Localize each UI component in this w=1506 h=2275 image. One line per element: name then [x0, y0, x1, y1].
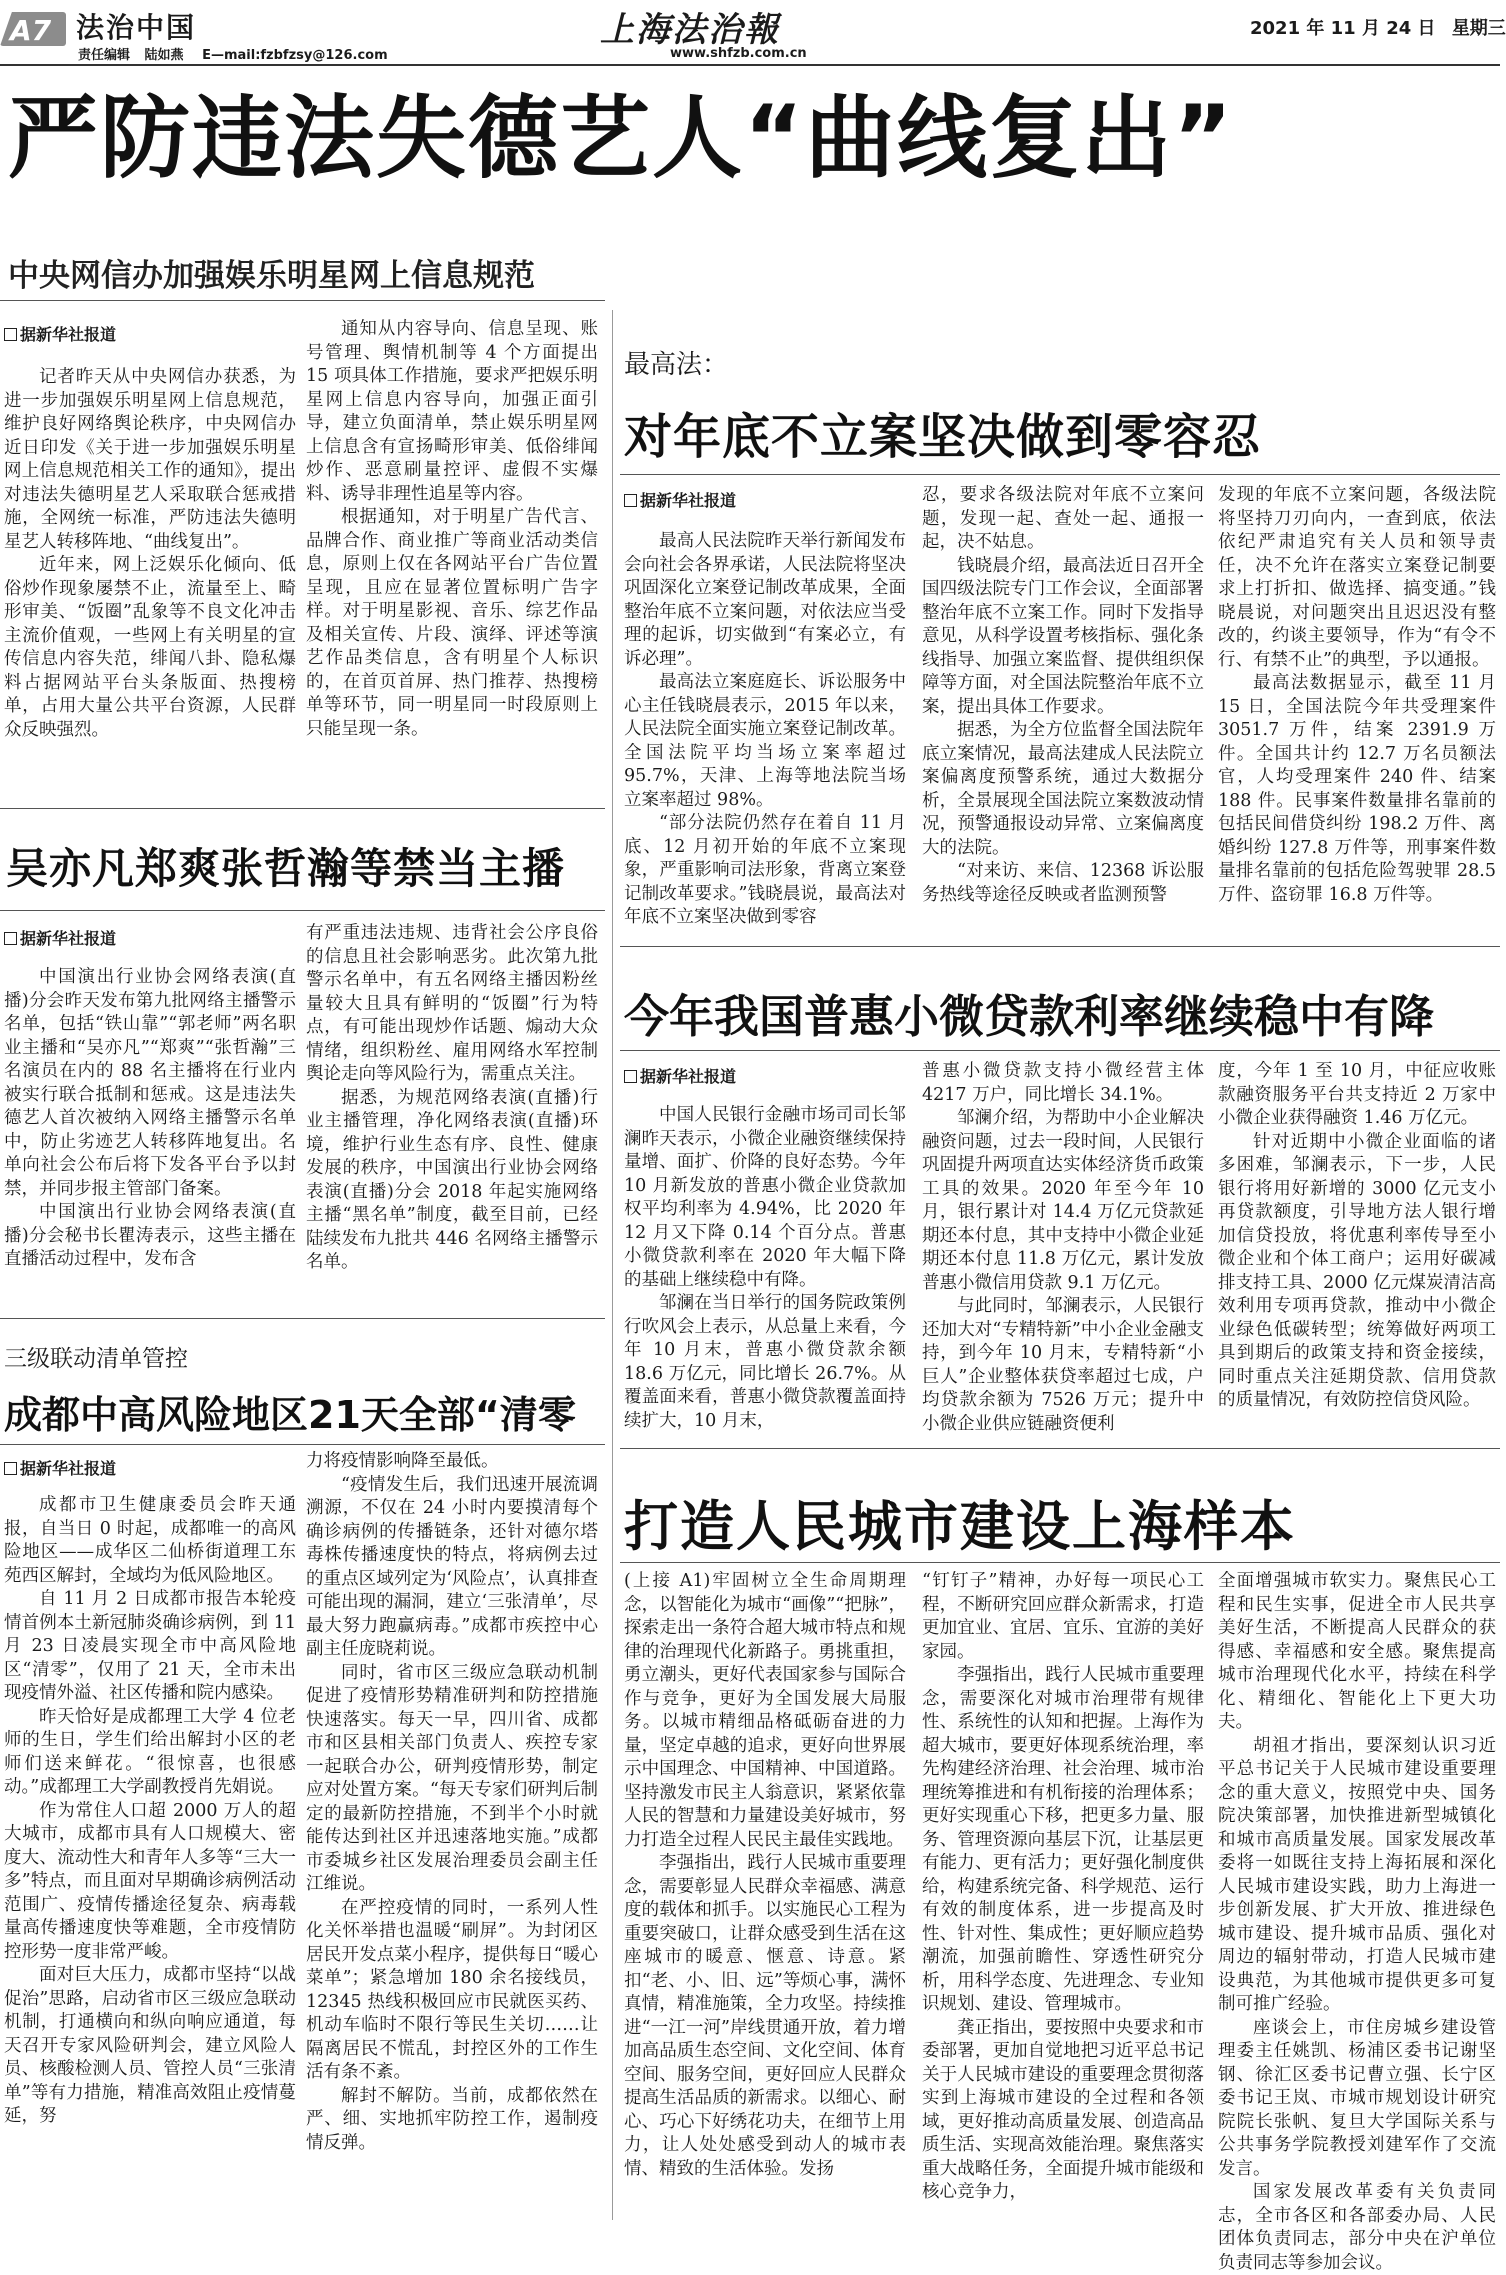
paragraph: 据悉，为全方位监督全国法院年底立案情况，最高法建成人民法院立案偏离度预警系统，通过大数据分析，全景展现全国法院立案数波动情况，预警通报设动异常、立案偏离度大的法院。 — [922, 720, 1204, 858]
paragraph: “疫情发生后，我们迅速开展流调溯源，不仅在 24 小时内要摸清每个确诊病例的传播链条，还针对德尔塔毒株传播速度快的特点，将病例去过的重点区域列定为‘风险点’，认真排查可能出现的漏洞，建立‘三张清单’，尽最大努力跑赢病毒。”成都市疾控中心副主任庞晓莉说。 — [306, 1474, 598, 1659]
lead-column-2 — [306, 318, 598, 741]
city-headline: 打造人民城市建设上海样本 — [624, 1495, 1296, 1558]
newspaper-title: 上海法治報 — [600, 10, 780, 50]
paragraph: 发现的年底不立案问题，各级法院将坚持刀刃向内，一查到底，依法依纪严肃追究有关人员和领导责任，决不允许在落实立案登记制要求上打折扣、做选择、搞变通。”钱晓晨说，对问题突出且迟迟没有整改的，约谈主要领导，作为“有令不行、有禁不止”的典型，予以通报。 — [1218, 485, 1496, 670]
weekday-text: 星期三 — [1451, 18, 1506, 39]
lead-byline: 据新华社报道 — [4, 322, 116, 345]
byline-box-icon — [4, 1462, 17, 1475]
chengdu-column-2 — [306, 1450, 598, 2155]
paragraph: 力将疫情影响降至最低。 — [306, 1451, 499, 1471]
paragraph: 中国演出行业协会网络表演(直播)分会昨天发布第九批网络主播警示名单，包括“铁山靠”“郭老师”两名职业主播和“吴亦凡”“郑爽”“张哲瀚”三名演员在内的 88 名主播将在行业内被实行联合抵制和惩戒。这是违法失德艺人首次被纳入网络主播警示名单中，防止劣迹艺人转移阵地复出。名单向社会公布后将下发各平台予以封禁，并同步报主管部门备案。 — [4, 967, 296, 1199]
paragraph: “部分法院仍然存在着自 11 月底、12 月初开始的年底不立案现象，严重影响司法形象，背离立案登记制改革要求。”钱晓晨说，最高法对年底不立案坚决做到零容 — [624, 813, 906, 927]
paragraph: (上接 A1)牢固树立全生命周期理念，以智能化为城市“画像”“把脉”，探索走出一条符合超大城市特点和规律的治理现代化新路子。勇挑重担，勇立潮头，更好代表国家参与国际合作与竞争，更好为全国发展大局服务。以城市精细品格砥砺奋进的力量，坚定卓越的追求，更好向世界展示中国理念、中国精神、中国道路。坚持激发市民主人翁意识，紧紧依靠人民的智慧和力量建设美好城市，努力打造全过程人民民主最佳实践地。 — [624, 1571, 906, 1850]
paragraph: 最高法立案庭庭长、诉讼服务中心主任钱晓晨表示，2015 年以来，人民法院全面实施立案登记制改革。全国法院平均当场立案率超过 95.7%，天津、上海等地法院当场立案率超过 98%。 — [624, 672, 906, 810]
court-kicker: 最高法： — [624, 350, 729, 380]
anchor-byline: 据新华社报道 — [4, 926, 116, 949]
paragraph: “钉钉子”精神，办好每一项民心工程，不断研究回应群众新需求，打造更加宜业、宜居、宜乐、宜游的美好家园。 — [922, 1571, 1204, 1662]
paragraph: 根据通知，对于明星广告代言、品牌合作、商业推广等商业活动类信息，原则上仅在各网站平台广告位置呈现，且应在显著位置标明广告字样。对于明星影视、音乐、综艺作品及相关宣传、片段、演绎、评述等演艺作品类信息，含有明星个人标识的，在首页首屏、热门推荐、热搜榜单等环节，同一明星同一时段原则上只能呈现一条。 — [306, 507, 598, 739]
loans-byline: 据新华社报道 — [624, 1064, 736, 1087]
paragraph: 最高人民法院昨天举行新闻发布会向社会各界承诺，人民法院将坚决巩固深化立案登记制改革成果，全面整治年底不立案问题，对依法应当受理的起诉，切实做到“有案必立，有诉必理”。 — [624, 531, 906, 669]
paragraph: 同时，省市区三级应急联动机制促进了疫情形势精准研判和防控措施快速落实。每天一早，四川省、成都市和区县相关部门负责人、疾控专家一起联合办公，研判疫情形势，制定应对处置方案。“每天专家们研判后制定的最新防控措施，不到半个小时就能传达到社区并迅速落地实施。”成都市委城乡社区发展治理委员会副主任江维说。 — [306, 1662, 598, 1894]
paragraph: “对来访、来信、12368 诉讼服务热线等途径反映或者监测预警 — [922, 861, 1204, 905]
paragraph: 与此同时，邹澜表示，人民银行还加大对“专精特新”中小企业金融支持，到今年 10 月末，专精特新“小巨人”企业整体获贷率超过七成，户均贷款余额为 7526 万元；提升中小微企业供应链融资便利 — [922, 1296, 1204, 1434]
paragraph: 中国人民银行金融市场司司长邹澜昨天表示，小微企业融资继续保持量增、面扩、价降的良好态势。今年 10 月新发放的普惠小微企业贷款加权平均利率为 4.94%，比 2020 年 12 月又下降 0.14 个百分点。普惠小微贷款利率在 2020 年大幅下降的基础上继续稳中有降。 — [624, 1105, 906, 1290]
loans-rule — [620, 1050, 1500, 1051]
chengdu-rule — [0, 1444, 605, 1445]
issue-date — [1250, 14, 1506, 40]
byline-box-icon — [624, 1070, 637, 1083]
paragraph: 邹澜介绍，为帮助中小企业解决融资问题，过去一段时间，人民银行巩固提升两项直达实体经济货币政策工具的效果。2020 年至今年 10 月，银行累计对 14.4 万亿元贷款延期还本付息，其中支持中小微企业延期还本付息 11.8 万亿元，累计发放普惠小微信用贷款 9.1 万亿元。 — [922, 1108, 1204, 1293]
lead-subheadline: 中央网信办加强娱乐明星网上信息规范 — [8, 258, 535, 294]
chengdu-headline: 成都中高风险地区21天全部“清零 — [4, 1393, 576, 1437]
loans-column-3 — [1218, 1060, 1496, 1413]
lead-column-1 — [4, 366, 296, 742]
paragraph: 龚正指出，要按照中央要求和市委部署，更加自觉地把习近平总书记关于人民城市建设的重要理念贯彻落实到上海城市建设的全过程和各领域，更好推动高质量发展、创造高品质生活、实现高效能治理。聚焦落实重大战略任务，全面提升城市能级和核心竞争力， — [922, 2017, 1204, 2202]
editor-line — [78, 44, 388, 63]
byline-box-icon — [4, 328, 17, 341]
loans-headline: 今年我国普惠小微贷款利率继续稳中有降 — [624, 990, 1435, 1043]
court-headline: 对年底不立案坚决做到零容忍 — [624, 409, 1262, 465]
paragraph: 度，今年 1 至 10 月，中征应收账款融资服务平台共支持近 2 万家中小微企业获得融资 1.46 万亿元。 — [1218, 1061, 1496, 1128]
paragraph: 普惠小微贷款支持小微经营主体 4217 万户，同比增长 34.1%。 — [922, 1061, 1204, 1105]
court-rule — [620, 474, 1500, 475]
section-name: 法治中国 — [76, 11, 197, 44]
paragraph: 忍，要求各级法院对年底不立案问题，发现一起、查处一起、通报一起，决不姑息。 — [922, 485, 1204, 552]
anchor-headline: 吴亦凡郑爽张哲瀚等禁当主播 — [6, 844, 566, 893]
chengdu-kicker: 三级联动清单管控 — [4, 1346, 188, 1372]
court-column-3 — [1218, 484, 1496, 907]
paragraph: 钱晓晨介绍，最高法近日召开全国四级法院专门工作会议，全面部署整治年底不立案工作。同时下发指导意见，从科学设置考核指标、强化条线指导、加强立案监督、提供组织保障等方面，对全国法院整治年底不立案，提出具体工作要求。 — [922, 555, 1204, 717]
date-text: 2021 年 11 月 24 日 — [1250, 18, 1436, 39]
paragraph: 针对近期中小微企业面临的诸多困难，邹澜表示，下一步，人民银行将用好新增的 3000 亿元支小再贷款额度，引导地方法人银行增加信贷投放，将优惠利率传导至小微企业和个体工商户；运用好碳减排支持工具、2000 亿元煤炭清洁高效利用专项再贷款，推动中小微企业绿色低碳转型；统筹做好两项工具到期后的政策支持和资金接续，同时重点关注延期贷款、信用贷款的质量情况，有效防控信贷风险。 — [1218, 1131, 1496, 1410]
paragraph: 胡祖才指出，要深刻认识习近平总书记关于人民城市建设重要理念的重大意义，按照党中央、国务院决策部署，加快推进新型城镇化和城市高质量发展。国家发展改革委将一如既往支持上海拓展和深化人民城市建设实践，助力上海进一步创新发展、扩大开放、推进绿色城市建设、提升城市品质、强化对周边的辐射带动，打造人民城市建设典范，为其他城市提供更多可复制可推广经验。 — [1218, 1735, 1496, 2014]
paragraph: 据悉，为规范网络表演(直播)行业主播管理，净化网络表演(直播)环境，维护行业生态有序、良性、健康发展的秩序，中国演出行业协会网络表演(直播)分会 2018 年起实施网络主播“黑名单”制度，截至目前，已经陆续发布九批共 446 名网络主播警示名单。 — [306, 1087, 598, 1272]
paragraph: 国家发展改革委有关负责同志，全市各区和各部委办局、人民团体负责同志，部分中央在沪单位负责同志等参加会议。 — [1218, 2182, 1496, 2273]
lead-headline: 严防违法失德艺人“曲线复出” — [8, 86, 1235, 191]
paragraph: 在严控疫情的同时，一系列人性化关怀举措也温暖“刷屏”。为封闭区居民开发点菜小程序，提供每日“暖心菜单”；紧急增加 180 余名接线员，12345 热线积极回应市民就医买药、机动车临时不限行等民生关切……让隔离居民不慌乱，封控区外的工作生活有条不紊。 — [306, 1897, 598, 2082]
court-byline: 据新华社报道 — [624, 488, 736, 511]
anchor-column-1 — [4, 966, 296, 1272]
byline-box-icon — [624, 494, 637, 507]
paragraph: 中国演出行业协会网络表演(直播)分会秘书长瞿涛表示，这些主播在直播活动过程中，发布含 — [4, 1202, 296, 1269]
paragraph: 解封不解防。当前，成都依然在严、细、实地抓牢防控工作，遏制疫情反弹。 — [306, 2085, 598, 2153]
loans-top-rule — [620, 946, 1500, 947]
city-column-3 — [1218, 1570, 1496, 2275]
paragraph: 最高法数据显示，截至 11 月 15 日，全国法院今年共受理案件 3051.7 万件，结案 2391.9 万件。全国共计约 12.7 万名员额法官，人均受理案件 240 件、结案 188 件。民事案件数量排名靠前的包括民间借贷纠纷 198.2 万件、离婚纠纷 127.8 万件等，刑事案件数量排名靠前的包括危险驾驶罪 28.5 万件、盗窃罪 16.8 万件等。 — [1218, 673, 1496, 905]
paragraph: 李强指出，践行人民城市重要理念，需要彰显人民群众幸福感、满意度的载体和抓手。以实施民心工程为重要突破口，让群众感受到生活在这座城市的暖意、惬意、诗意。紧扣“老、小、旧、远”等烦心事，满怀真情，精准施策，全力攻坚。持续推进“一江一河”岸线贯通开放，着力增加高品质生态空间、文化空间、体育空间、服务空间，更好回应人民群众提高生活品质的新需求。以细心、耐心、巧心下好绣花功夫，在细节上用力，让人处处感受到动人的城市表情、精致的生活体验。发扬 — [624, 1853, 906, 2179]
court-column-1 — [624, 530, 906, 930]
editor-email: E—mail:fzbfzsy@126.com — [202, 48, 388, 63]
anchor-column-2 — [306, 922, 598, 1275]
column-separator — [612, 310, 613, 2220]
paragraph: 全面增强城市软实力。聚焦民心工程和民生实事，促进全市人民共享美好生活，不断提高人民群众的获得感、幸福感和安全感。聚焦提高城市治理现代化水平，持续在科学化、精细化、智能化上下更大功夫。 — [1218, 1571, 1496, 1732]
chengdu-byline: 据新华社报道 — [4, 1456, 116, 1479]
anchor-rule — [0, 910, 605, 911]
byline-box-icon — [4, 932, 17, 945]
page-number: A7 — [10, 14, 52, 47]
paragraph: 有严重违法违规、违背社会公序良俗的信息且社会影响恶劣。此次第九批警示名单中，有五名网络主播因粉丝量较大且具有鲜明的“饭圈”行为特点，有可能出现炒作话题、煽动大众情绪，组织粉丝、雇用网络水军控制舆论走向等风险行为，需重点关注。 — [306, 923, 598, 1084]
loans-column-1 — [624, 1104, 906, 1433]
paragraph: 面对巨大压力，成都市坚持“以战促治”思路，启动省市区三级应急联动机制，打通横向和纵向响应通道，每天召开专家风险研判会，建立风险人员、核酸检测人员、管控人员“三张清单”等有力措施，精准高效阻止疫情蔓延，努 — [4, 1965, 296, 2126]
paragraph: 作为常住人口超 2000 万人的超大城市，成都市具有人口规模大、密度大、流动性大和青年人多等“三大一多”特点，而且面对早期确诊病例活动范围广、疫情传播途径复杂、病毒载量高传播速度快等难题，全市疫情防控形势一度非常严峻。 — [4, 1800, 296, 1962]
city-column-1 — [624, 1570, 906, 2181]
paragraph: 近年来，网上泛娱乐化倾向、低俗炒作现象屡禁不止，流量至上、畸形审美、“饭圈”乱象等不良文化冲击主流价值观，一些网上有关明星的宣传信息内容失范，绯闻八卦、隐私爆料占据网站平台头条版面、热搜榜单，占用大量公共平台资源，人民群众反映强烈。 — [4, 555, 296, 740]
paragraph: 昨天恰好是成都理工大学 4 位老师的生日，学生们给出解封小区的老师们送来鲜花。“很惊喜，也很感动。”成都理工大学副教授肖先娟说。 — [4, 1706, 296, 1797]
editor-name: 陆如燕 — [144, 48, 184, 63]
lead-rule — [0, 300, 605, 301]
editor-label: 责任编辑 — [78, 48, 131, 63]
city-top-rule — [620, 1448, 1500, 1449]
anchor-top-rule — [0, 808, 605, 809]
paragraph: 通知从内容导向、信息呈现、账号管理、舆情机制等 4 个方面提出 15 项具体工作措施，要求严把娱乐明星网上信息内容导向，加强正面引导，建立负面清单，禁止娱乐明星网上信息含有宣扬畸形审美、低俗绯闻炒作、恶意刷量控评、虚假不实爆料、诱导非理性追星等内容。 — [306, 319, 598, 504]
chengdu-column-1 — [4, 1494, 296, 2129]
paragraph: 成都市卫生健康委员会昨天通报，自当日 0 时起，成都唯一的高风险地区——成华区二仙桥街道理工东苑西区解封，全域均为低风险地区。 — [4, 1495, 296, 1586]
loans-column-2 — [922, 1060, 1204, 1436]
paragraph: 邹澜在当日举行的国务院政策例行吹风会上表示，从总量上来看，今年 10 月末，普惠小微贷款余额 18.6 万亿元，同比增长 26.7%。从覆盖面来看，普惠小微贷款覆盖面持续扩大，10 月末， — [624, 1293, 906, 1431]
page-number-tab — [0, 8, 68, 48]
newspaper-url: www.shfzb.com.cn — [670, 46, 807, 61]
masthead-rule — [0, 64, 1500, 66]
paragraph: 座谈会上，市住房城乡建设管理委主任姚凯、杨浦区委书记谢坚钢、徐汇区委书记曹立强、长宁区委书记王岚、市城市规划设计研究院院长张帆、复旦大学国际关系与公共事务学院教授刘建军作了交流发言。 — [1218, 2017, 1496, 2179]
paragraph: 记者昨天从中央网信办获悉，为进一步加强娱乐明星网上信息规范，维护良好网络舆论秩序，中央网信办近日印发《关于进一步加强娱乐明星网上信息规范相关工作的通知》，提出对违法失德明星艺人采取联合惩戒措施，全网统一标准，严防违法失德明星艺人转移阵地、“曲线复出”。 — [4, 367, 296, 552]
city-rule — [620, 1562, 1500, 1563]
paragraph: 李强指出，践行人民城市重要理念，需要深化对城市治理带有规律性、系统性的认知和把握。上海作为超大城市，要更好体现系统治理，率先构建经济治理、社会治理、城市治理统筹推进和有机衔接的治理体系；更好实现重心下移，把更多力量、服务、管理资源向基层下沉，让基层更有能力、更有活力；更好强化制度供给，构建系统完备、科学规范、运行有效的制度体系，进一步提高及时性、针对性、集成性；更好顺应趋势潮流，加强前瞻性、穿透性研究分析，用科学态度、先进理念、专业知识规划、建设、管理城市。 — [922, 1665, 1204, 2014]
paragraph: 自 11 月 2 日成都市报告本轮疫情首例本土新冠肺炎确诊病例，到 11 月 23 日凌晨实现全市中高风险地区“清零”，仅用了 21 天，全市未出现疫情外溢、社区传播和院内感染。 — [4, 1589, 296, 1703]
city-column-2 — [922, 1570, 1204, 2205]
court-column-2 — [922, 484, 1204, 907]
chengdu-top-rule — [0, 1318, 605, 1319]
